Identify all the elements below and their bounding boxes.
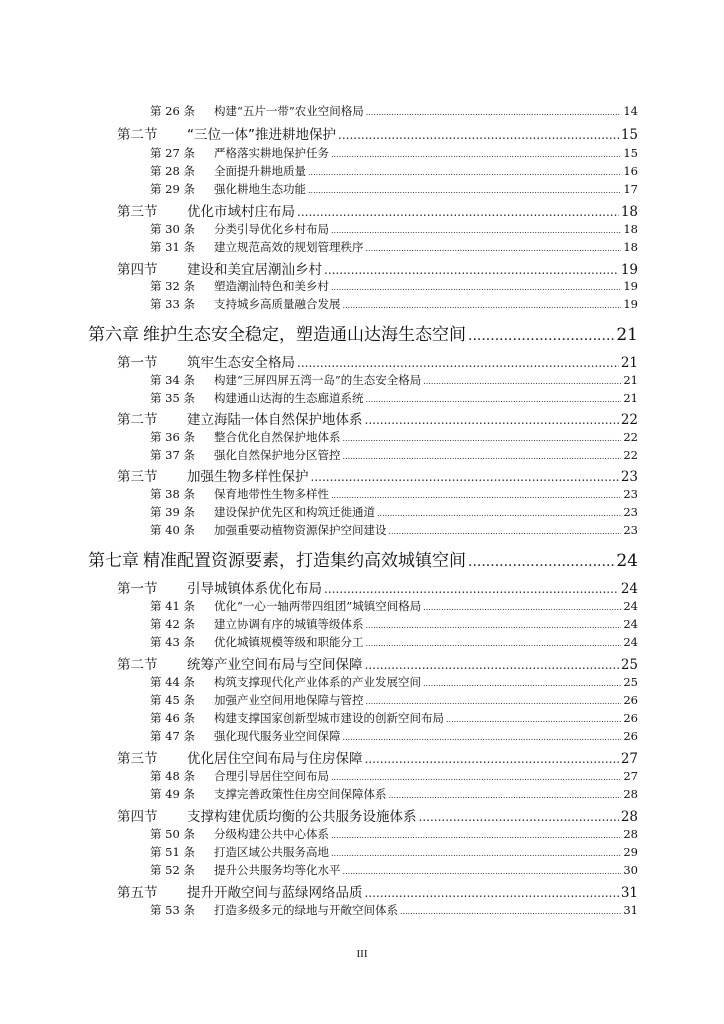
- page-number: 18: [623, 240, 638, 254]
- dot-leader: [366, 395, 622, 404]
- section-title: 筑牢生态安全格局: [187, 355, 295, 371]
- page-number: 24: [623, 617, 638, 631]
- toc-article-row[interactable]: [150, 862, 638, 880]
- page-number: 21: [620, 355, 638, 371]
- toc-section-row[interactable]: [117, 881, 638, 901]
- section-number: 第三节: [117, 204, 158, 220]
- dot-leader: [331, 831, 621, 840]
- toc-article-row[interactable]: [150, 826, 638, 844]
- toc-section-row[interactable]: [117, 258, 638, 278]
- page-number: 28: [623, 787, 638, 801]
- dot-leader: [343, 434, 622, 443]
- article-number: 第 33 条: [150, 297, 195, 311]
- article-number: 第 47 条: [150, 729, 195, 743]
- toc-article-row[interactable]: [150, 429, 638, 447]
- article-title: 强化自然保护地分区管控: [214, 448, 341, 462]
- chapter-title: 维护生态安全稳定，塑造通山达海生态空间: [143, 325, 466, 345]
- article-title: 强化耕地生态功能: [214, 182, 306, 196]
- page-number: 22: [623, 430, 638, 444]
- toc-article-row[interactable]: [150, 728, 638, 746]
- toc-article-row[interactable]: [150, 221, 638, 239]
- article-title: 全面提升耕地质量: [214, 164, 306, 178]
- toc-section-row[interactable]: [117, 747, 638, 767]
- article-title: 分类引导优化乡村布局: [214, 222, 329, 236]
- page-number: 27: [623, 769, 638, 783]
- dot-leader: [338, 128, 619, 142]
- page-number: 31: [623, 903, 638, 917]
- dot-leader: [343, 452, 622, 461]
- dot-leader: [366, 621, 622, 630]
- page-number: 22: [620, 412, 638, 428]
- article-title: 建立协调有序的城镇等级体系: [214, 617, 364, 631]
- article-title: 建设保护优先区和构筑迁徙通道: [214, 505, 375, 519]
- page-number: 17: [623, 182, 638, 196]
- dot-leader: [366, 697, 622, 706]
- page-number: 28: [620, 809, 638, 825]
- dot-leader: [423, 679, 621, 688]
- toc-article-row[interactable]: [150, 710, 638, 728]
- toc-article-row[interactable]: [150, 768, 638, 786]
- dot-leader: [343, 867, 622, 876]
- article-number: 第 32 条: [150, 279, 195, 293]
- page-number: 24: [623, 599, 638, 613]
- dot-leader: [400, 907, 621, 916]
- article-number: 第 44 条: [150, 675, 195, 689]
- article-title: 塑造潮汕特色和美乡村: [214, 279, 329, 293]
- dot-leader: [331, 491, 621, 500]
- page-number: 24: [616, 551, 638, 571]
- section-title: 建设和美宜居潮汕乡村: [187, 262, 322, 278]
- toc-section-row[interactable]: [117, 805, 638, 825]
- dot-leader: [423, 603, 621, 612]
- chapter-number: 第六章: [88, 325, 139, 345]
- section-title: 优化居住空间布局与住房保障: [187, 751, 363, 767]
- toc-article-row[interactable]: [150, 447, 638, 465]
- page-number: 25: [623, 675, 638, 689]
- dot-leader: [468, 554, 614, 570]
- article-title: 构建支撑国家创新型城市建设的创新空间布局: [214, 711, 444, 725]
- toc-section-row[interactable]: [117, 123, 638, 143]
- dot-leader: [423, 377, 621, 386]
- dot-leader: [366, 639, 622, 648]
- page-number: 24: [620, 581, 638, 597]
- article-title: 构筑支撑现代化产业体系的产业发展空间: [214, 675, 421, 689]
- dot-leader: [324, 582, 619, 596]
- toc-article-row[interactable]: [150, 278, 638, 296]
- toc-section-row[interactable]: [117, 408, 638, 428]
- page-number: 14: [623, 104, 638, 118]
- toc-article-row[interactable]: [150, 372, 638, 390]
- article-number: 第 36 条: [150, 430, 195, 444]
- dot-leader: [389, 527, 622, 536]
- toc-section-row[interactable]: [117, 653, 638, 673]
- page-number: 22: [623, 448, 638, 462]
- toc-article-row[interactable]: [150, 296, 638, 314]
- article-title: 构建“五片一带”农业空间格局: [214, 104, 364, 118]
- section-number: 第五节: [117, 885, 158, 901]
- section-title: 引导城镇体系优化布局: [187, 581, 322, 597]
- page-number: 23: [623, 505, 638, 519]
- article-title: 整合优化自然保护地体系: [214, 430, 341, 444]
- article-number: 第 34 条: [150, 373, 195, 387]
- article-title: 加强产业空间用地保障与管控: [214, 693, 364, 707]
- dot-leader: [297, 356, 619, 370]
- chapter-title: 精准配置资源要素，打造集约高效城镇空间: [143, 551, 466, 571]
- article-number: 第 52 条: [150, 863, 195, 877]
- section-number: 第三节: [117, 751, 158, 767]
- dot-leader: [311, 470, 619, 484]
- toc-article-row[interactable]: [150, 239, 638, 257]
- page-number: 28: [623, 827, 638, 841]
- article-number: 第 28 条: [150, 164, 195, 178]
- section-number: 第四节: [117, 809, 158, 825]
- dot-leader: [468, 328, 614, 344]
- toc-article-row[interactable]: [150, 692, 638, 710]
- dot-leader: [331, 150, 621, 159]
- dot-leader: [377, 509, 621, 518]
- chapter-number: 第七章: [88, 551, 139, 571]
- dot-leader: [365, 658, 619, 672]
- page-number: 30: [623, 863, 638, 877]
- article-number: 第 26 条: [150, 104, 195, 118]
- dot-leader: [331, 283, 621, 292]
- dot-leader: [446, 715, 621, 724]
- article-number: 第 53 条: [150, 903, 195, 917]
- toc-article-row[interactable]: [150, 163, 638, 181]
- section-number: 第二节: [117, 412, 158, 428]
- dot-leader: [308, 168, 621, 177]
- page-number: 21: [616, 325, 638, 345]
- dot-leader: [324, 263, 619, 277]
- dot-leader: [365, 886, 619, 900]
- page-number: 31: [620, 885, 638, 901]
- page-footer-number: III: [356, 948, 368, 960]
- section-number: 第二节: [117, 127, 158, 143]
- dot-leader: [365, 413, 619, 427]
- toc-article-row[interactable]: [150, 504, 638, 522]
- dot-leader: [308, 186, 621, 195]
- section-title: 优化市域村庄布局: [187, 204, 295, 220]
- toc-article-row[interactable]: [150, 390, 638, 408]
- article-number: 第 30 条: [150, 222, 195, 236]
- page-number: 18: [620, 204, 638, 220]
- page-number: 19: [623, 279, 638, 293]
- article-number: 第 31 条: [150, 240, 195, 254]
- section-title: 提升开敞空间与蓝绿网络品质: [187, 885, 363, 901]
- article-number: 第 51 条: [150, 845, 195, 859]
- dot-leader: [389, 791, 622, 800]
- article-title: 严格落实耕地保护任务: [214, 146, 329, 160]
- article-number: 第 48 条: [150, 769, 195, 783]
- toc-article-row[interactable]: [150, 486, 638, 504]
- toc-article-row[interactable]: [150, 786, 638, 804]
- article-title: 强化现代服务业空间保障: [214, 729, 341, 743]
- dot-leader: [366, 244, 622, 253]
- article-title: 保育地带性生物多样性: [214, 487, 329, 501]
- page-number: 23: [620, 469, 638, 485]
- page-number: 26: [623, 711, 638, 725]
- toc-article-row[interactable]: [150, 598, 638, 616]
- article-number: 第 49 条: [150, 787, 195, 801]
- dot-leader: [366, 108, 622, 117]
- article-number: 第 37 条: [150, 448, 195, 462]
- page-number: 29: [623, 845, 638, 859]
- dot-leader: [419, 810, 619, 824]
- page-number: 23: [623, 523, 638, 537]
- article-number: 第 43 条: [150, 635, 195, 649]
- page-number: 21: [623, 391, 638, 405]
- toc-article-row[interactable]: [150, 844, 638, 862]
- page-number: 21: [623, 373, 638, 387]
- toc-section-row[interactable]: [117, 577, 638, 597]
- section-title: 支撑构建优质均衡的公共服务设施体系: [187, 809, 417, 825]
- article-number: 第 46 条: [150, 711, 195, 725]
- article-title: 建立规范高效的规划管理秩序: [214, 240, 364, 254]
- page-number: 15: [620, 127, 638, 143]
- page-number: 25: [620, 657, 638, 673]
- article-number: 第 27 条: [150, 146, 195, 160]
- section-number: 第一节: [117, 355, 158, 371]
- dot-leader: [343, 301, 622, 310]
- article-title: 构建“三屏四屏五湾一岛”的生态安全格局: [214, 373, 422, 387]
- article-number: 第 50 条: [150, 827, 195, 841]
- section-number: 第一节: [117, 581, 158, 597]
- article-title: 优化城镇规模等级和职能分工: [214, 635, 364, 649]
- toc-article-row[interactable]: [150, 902, 638, 920]
- article-number: 第 41 条: [150, 599, 195, 613]
- article-number: 第 35 条: [150, 391, 195, 405]
- toc-chapter-row[interactable]: [88, 546, 638, 572]
- toc-article-row[interactable]: [150, 674, 638, 692]
- page-number: 27: [620, 751, 638, 767]
- article-title: 支撑完善政策性住房空间保障体系: [214, 787, 387, 801]
- article-title: 分级构建公共中心体系: [214, 827, 329, 841]
- section-title: 加强生物多样性保护: [187, 469, 309, 485]
- page-number: 26: [623, 693, 638, 707]
- dot-leader: [331, 773, 621, 782]
- page-number: 26: [623, 729, 638, 743]
- article-number: 第 38 条: [150, 487, 195, 501]
- article-number: 第 39 条: [150, 505, 195, 519]
- dot-leader: [365, 752, 619, 766]
- page-number: 18: [623, 222, 638, 236]
- section-title: 建立海陆一体自然保护地体系: [187, 412, 363, 428]
- page-number: 23: [623, 487, 638, 501]
- toc-section-row[interactable]: [117, 465, 638, 485]
- dot-leader: [343, 733, 622, 742]
- section-title: “三位一体”推进耕地保护: [187, 127, 336, 143]
- page-number: 15: [623, 146, 638, 160]
- toc-article-row[interactable]: [150, 103, 638, 121]
- dot-leader: [297, 205, 619, 219]
- section-number: 第二节: [117, 657, 158, 673]
- dot-leader: [331, 226, 621, 235]
- article-title: 提升公共服务均等化水平: [214, 863, 341, 877]
- article-title: 构建通山达海的生态廊道系统: [214, 391, 364, 405]
- toc-section-row[interactable]: [117, 351, 638, 371]
- dot-leader: [331, 849, 621, 858]
- page-number: 16: [623, 164, 638, 178]
- page-number: 19: [623, 297, 638, 311]
- article-number: 第 40 条: [150, 523, 195, 537]
- toc-article-row[interactable]: [150, 616, 638, 634]
- toc-chapter-row[interactable]: [88, 320, 638, 346]
- article-title: 支持城乡高质量融合发展: [214, 297, 341, 311]
- toc-section-row[interactable]: [117, 200, 638, 220]
- toc-article-row[interactable]: [150, 634, 638, 652]
- page-number: 19: [620, 262, 638, 278]
- toc-article-row[interactable]: [150, 522, 638, 540]
- article-title: 加强重要动植物资源保护空间建设: [214, 523, 387, 537]
- article-number: 第 29 条: [150, 182, 195, 196]
- article-title: 打造区域公共服务高地: [214, 845, 329, 859]
- article-title: 合理引导居住空间布局: [214, 769, 329, 783]
- toc-article-row[interactable]: [150, 145, 638, 163]
- toc-article-row[interactable]: [150, 181, 638, 199]
- page-number: 24: [623, 635, 638, 649]
- article-number: 第 42 条: [150, 617, 195, 631]
- article-title: 优化“一心一轴两带四组团”城镇空间格局: [214, 599, 422, 613]
- section-number: 第三节: [117, 469, 158, 485]
- article-title: 打造多级多元的绿地与开敞空间体系: [214, 903, 398, 917]
- section-title: 统筹产业空间布局与空间保障: [187, 657, 363, 673]
- article-number: 第 45 条: [150, 693, 195, 707]
- section-number: 第四节: [117, 262, 158, 278]
